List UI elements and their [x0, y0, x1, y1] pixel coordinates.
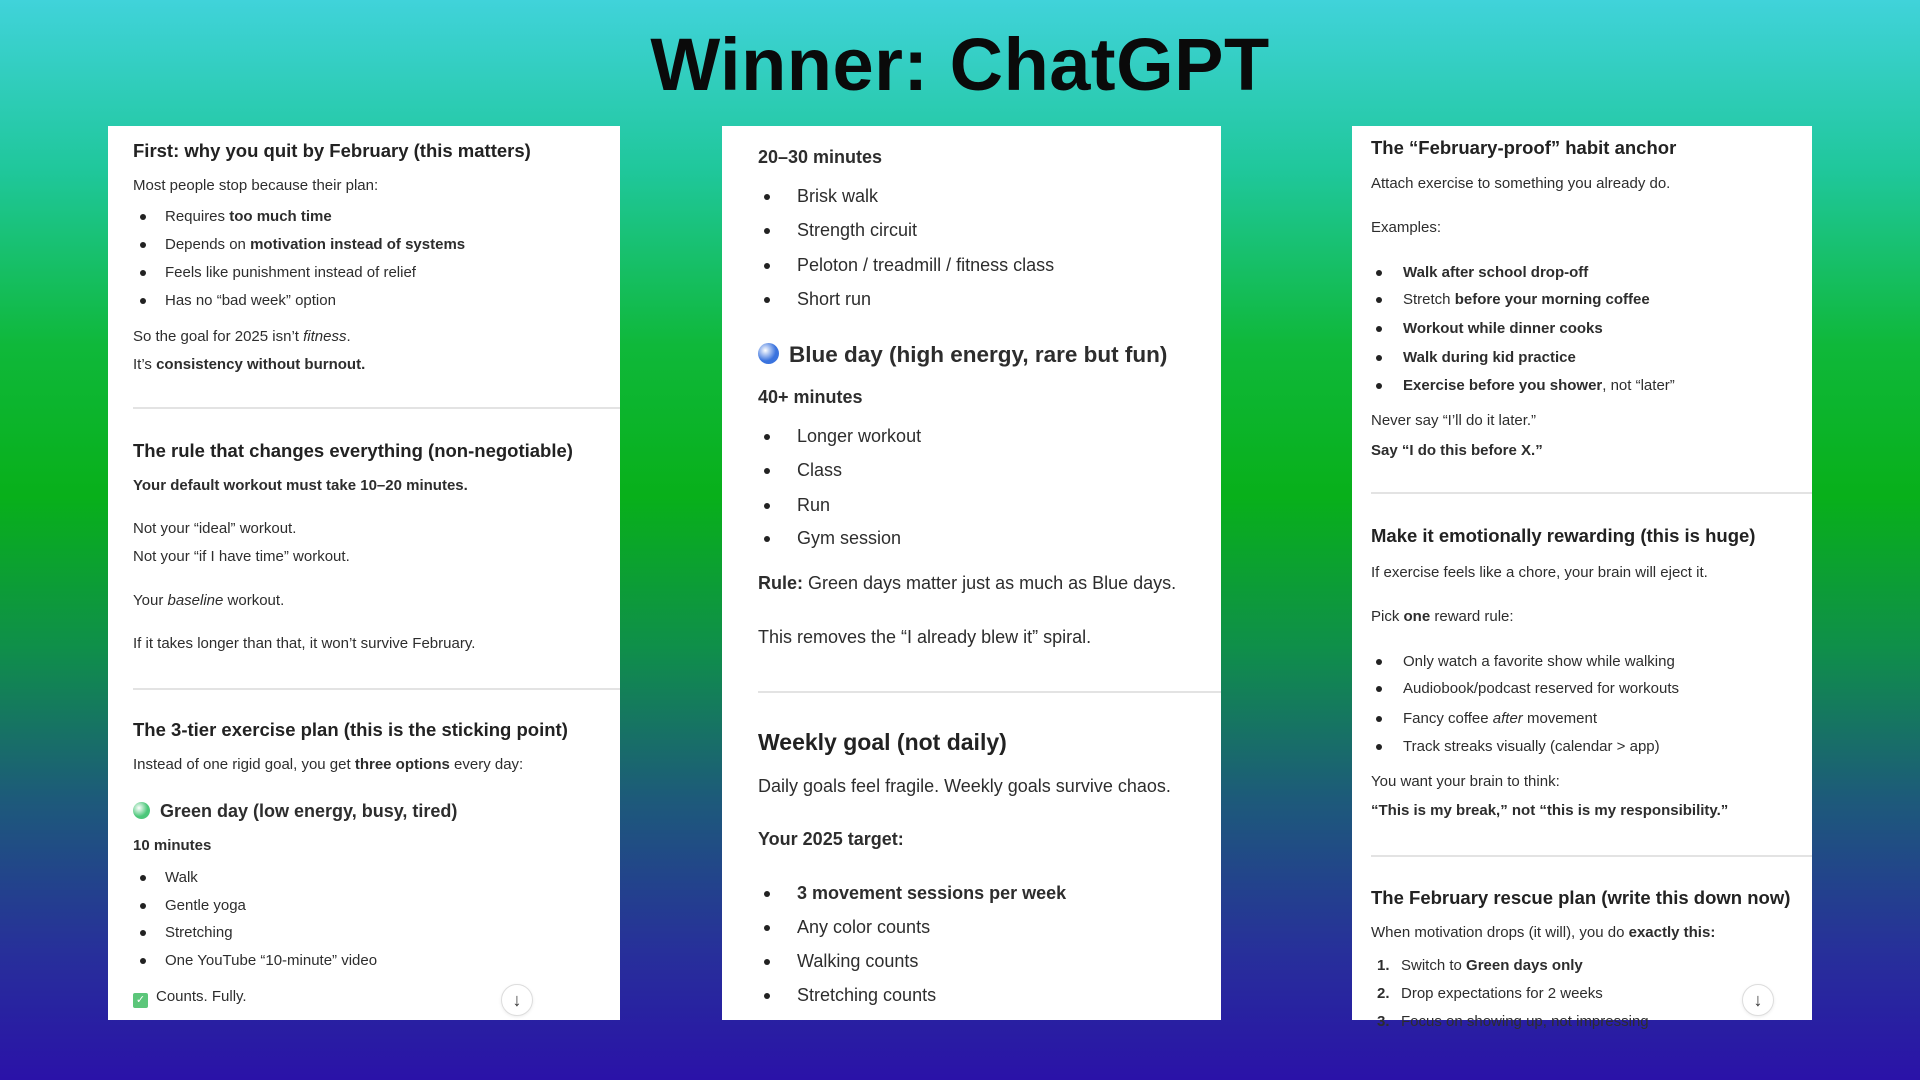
text-segment: Not your “if I have time” workout. [133, 547, 350, 565]
text-segment: So the goal for 2025 isn’t [133, 327, 304, 345]
section-heading [1371, 887, 1790, 909]
text-segment: Feels like punishment instead of relief [165, 263, 416, 281]
bullet-icon [764, 925, 770, 931]
list-item [165, 236, 465, 254]
text-segment: Walk during kid practice [1403, 348, 1576, 366]
paragraph [1371, 442, 1543, 460]
bullet-icon [140, 242, 146, 248]
section-heading [758, 729, 1007, 757]
list-item [165, 264, 416, 282]
bullet-icon [140, 958, 146, 964]
bullet-icon [1376, 744, 1382, 750]
text-segment: You want your brain to think: [1371, 772, 1560, 790]
bullet-icon [764, 434, 770, 440]
text-segment: consistency without burnout. [156, 355, 366, 373]
list-item [1403, 377, 1675, 395]
list-item [797, 220, 917, 242]
list-item [1403, 710, 1597, 728]
text-segment: Switch to [1401, 956, 1467, 974]
green-circle-icon [133, 802, 150, 819]
text-segment: Strength circuit [797, 219, 918, 240]
text-segment: Class [797, 459, 843, 480]
bullet-icon [1376, 297, 1382, 303]
bullet-icon [1376, 686, 1382, 692]
text-segment: 10 minutes [133, 836, 212, 854]
bullet-icon [764, 263, 770, 269]
section-heading [133, 140, 531, 162]
section-divider [133, 688, 620, 690]
text-segment: The February rescue plan (write this down now) [1371, 886, 1791, 908]
text-segment: Drop expectations for 2 weeks [1401, 984, 1603, 1002]
text-segment: If exercise feels like a chore, your brain will eject it. [1371, 563, 1708, 581]
text-segment: fitness [303, 327, 347, 345]
text-segment: Make it emotionally rewarding (this is huge) [1371, 524, 1756, 546]
text-segment: The “February-proof” habit anchor [1371, 136, 1677, 158]
tier-heading [758, 341, 1167, 368]
bullet-icon [1376, 270, 1382, 276]
bullet-icon [140, 214, 146, 220]
numbered-item [1377, 957, 1583, 975]
text-segment: baseline [167, 591, 224, 609]
section-heading [1371, 525, 1755, 547]
section-heading [133, 719, 568, 741]
text-segment: 20–30 minutes [758, 146, 883, 167]
bullet-icon [140, 930, 146, 936]
paragraph [133, 756, 523, 774]
text-segment: Short run [797, 288, 872, 309]
paragraph [133, 356, 365, 374]
text-segment: Most people stop because their plan: [133, 176, 379, 194]
text-segment: before your morning coffee [1454, 290, 1650, 308]
bullet-icon [764, 891, 770, 897]
text-segment: Blue day (high energy, rare but fun) [789, 342, 1168, 368]
paragraph [1371, 412, 1536, 430]
text-segment: Never say “I’ll do it later.” [1371, 411, 1537, 429]
text-segment: Counts. Fully. [156, 987, 247, 1005]
list-item [165, 952, 377, 970]
text-segment: Your default workout must take 10–20 minutes. [133, 476, 468, 494]
paragraph [133, 520, 296, 538]
list-number: 3. [1377, 1012, 1390, 1030]
text-segment: Only watch a favorite show while walking [1403, 652, 1675, 670]
text-segment: Walk after school drop-off [1403, 263, 1589, 281]
bullet-icon [140, 903, 146, 909]
bullet-icon [764, 536, 770, 542]
list-item [797, 289, 871, 311]
bullet-icon [764, 503, 770, 509]
bullet-icon [1376, 326, 1382, 332]
text-segment: Requires [165, 207, 230, 225]
text-segment: Any color counts [797, 916, 931, 937]
text-segment: It’s [133, 355, 157, 373]
text-segment: Walk [165, 868, 198, 886]
list-item [797, 985, 936, 1007]
paragraph [133, 477, 468, 495]
paragraph [1371, 608, 1514, 626]
paragraph [133, 548, 350, 566]
bullet-icon [1376, 659, 1382, 665]
chat-screenshot-middle [722, 126, 1221, 1020]
section-divider [758, 691, 1221, 693]
section-divider [1371, 855, 1812, 857]
text-segment: movement [1522, 709, 1597, 727]
paragraph [1371, 802, 1728, 820]
text-segment: If it takes longer than that, it won’t survive February. [133, 634, 476, 652]
text-segment: too much time [229, 207, 332, 225]
paragraph [758, 147, 882, 169]
text-segment: exactly this: [1628, 923, 1716, 941]
text-segment: Daily goals feel fragile. Weekly goals survive chaos. [758, 775, 1171, 796]
paragraph [133, 592, 284, 610]
bullet-icon [140, 298, 146, 304]
text-segment: reward rule: [1430, 607, 1514, 625]
scroll-down-button[interactable] [1742, 984, 1774, 1016]
text-segment: motivation instead of systems [250, 235, 466, 253]
text-segment: Green day (low energy, busy, tired) [160, 800, 458, 821]
list-item [1403, 291, 1650, 309]
blue-circle-icon [758, 343, 779, 364]
text-segment: Peloton / treadmill / fitness class [797, 254, 1055, 275]
bullet-icon [1376, 355, 1382, 361]
text-segment: after [1492, 709, 1523, 727]
list-item [797, 495, 830, 517]
list-item [1403, 653, 1675, 671]
text-segment: Not your “ideal” workout. [133, 519, 297, 537]
section-divider [1371, 492, 1812, 494]
bullet-icon [764, 194, 770, 200]
text-segment: Your 2025 target: [758, 828, 904, 849]
list-item [1403, 349, 1576, 367]
text-segment: Rule: [758, 572, 803, 593]
arrow-down-icon: ↓ [1753, 990, 1763, 1010]
text-segment: Stretching counts [797, 984, 937, 1005]
list-item [165, 924, 233, 942]
list-item [797, 255, 1054, 277]
list-item [165, 897, 246, 915]
text-segment: Gym session [797, 527, 902, 548]
text-segment: Workout while dinner cooks [1403, 319, 1603, 337]
list-number: 2. [1377, 984, 1390, 1002]
text-segment: Weekly goal (not daily) [758, 728, 1007, 755]
bullet-icon [764, 297, 770, 303]
text-segment: 3 movement sessions per week [797, 882, 1067, 903]
paragraph [133, 837, 211, 855]
text-segment: Instead of one rigid goal, you get [133, 755, 355, 773]
text-segment: The rule that changes everything (non-negotiable) [133, 439, 573, 461]
check-note [133, 988, 247, 1008]
text-segment: This removes the “I already blew it” spiral. [758, 626, 1092, 647]
list-item [1403, 320, 1603, 338]
text-segment: When motivation drops (it will), you do [1371, 923, 1629, 941]
numbered-item [1377, 1013, 1649, 1031]
section-heading [1371, 137, 1676, 159]
text-segment: every day: [449, 755, 524, 773]
scroll-down-button[interactable] [501, 984, 533, 1016]
page-title: Winner: ChatGPT [650, 23, 1270, 106]
text-segment: workout. [223, 591, 285, 609]
paragraph [133, 177, 378, 195]
text-segment: Stretch [1403, 290, 1455, 308]
tier-heading [133, 801, 457, 823]
text-segment: . [346, 327, 351, 345]
chat-screenshot-left [108, 126, 620, 1020]
paragraph [758, 627, 1091, 649]
paragraph [758, 387, 863, 409]
paragraph [1371, 175, 1670, 193]
paragraph [133, 635, 475, 653]
text-segment: First: why you quit by February (this matters) [133, 139, 531, 161]
text-segment: three options [354, 755, 450, 773]
text-segment: Brisk walk [797, 185, 879, 206]
text-segment: , not “later” [1602, 376, 1675, 394]
text-segment: Green days matter just as much as Blue days. [803, 572, 1177, 593]
text-segment: Audiobook/podcast reserved for workouts [1403, 679, 1679, 697]
list-item [797, 883, 1066, 905]
text-segment: Track streaks visually (calendar > app) [1403, 737, 1660, 755]
list-item [1403, 738, 1660, 756]
list-item [797, 528, 901, 550]
list-item [797, 186, 878, 208]
list-item [1403, 264, 1588, 282]
paragraph [133, 328, 351, 346]
list-item [797, 917, 930, 939]
text-segment: 40+ minutes [758, 386, 863, 407]
text-segment: Exercise before you shower [1403, 376, 1603, 394]
paragraph [1371, 564, 1708, 582]
text-segment: One YouTube “10-minute” video [165, 951, 378, 969]
text-segment: Examples: [1371, 218, 1442, 236]
text-segment: Depends on [165, 235, 251, 253]
paragraph [758, 573, 1176, 595]
text-segment: Focus on showing up, not impressing [1401, 1012, 1649, 1030]
list-item [797, 460, 842, 482]
section-heading [133, 440, 573, 462]
text-segment: Pick [1371, 607, 1404, 625]
text-segment: Has no “bad week” option [165, 291, 336, 309]
list-item [1403, 680, 1679, 698]
list-item [165, 292, 336, 310]
paragraph [1371, 773, 1560, 791]
bullet-icon [764, 959, 770, 965]
section-divider [133, 407, 620, 409]
text-segment: Run [797, 494, 831, 515]
numbered-item [1377, 985, 1603, 1003]
text-segment: Fancy coffee [1403, 709, 1493, 727]
text-segment: Green days only [1466, 956, 1583, 974]
bullet-icon [764, 993, 770, 999]
text-segment: Attach exercise to something you already do. [1371, 174, 1671, 192]
bullet-icon [764, 228, 770, 234]
bullet-icon [140, 270, 146, 276]
text-segment: one [1403, 607, 1431, 625]
list-number: 1. [1377, 956, 1390, 974]
list-item [797, 951, 918, 973]
list-item [165, 869, 198, 887]
list-item [165, 208, 332, 226]
text-segment: Longer workout [797, 425, 922, 446]
bullet-icon [764, 468, 770, 474]
bullet-icon [1376, 383, 1382, 389]
arrow-down-icon: ↓ [512, 990, 522, 1010]
text-segment: Walking counts [797, 950, 919, 971]
bullet-icon [140, 875, 146, 881]
paragraph [758, 776, 1171, 798]
text-segment: Gentle yoga [165, 896, 246, 914]
paragraph [1371, 219, 1441, 237]
text-segment: Say “I do this before X.” [1371, 441, 1543, 459]
text-segment: The 3-tier exercise plan (this is the sticking point) [133, 718, 568, 740]
check-mark-icon: ✓ [133, 993, 148, 1008]
text-segment: Your [133, 591, 168, 609]
bullet-icon [1376, 716, 1382, 722]
text-segment: “This is my break,” not “this is my responsibility.” [1371, 801, 1729, 819]
chat-screenshot-right [1352, 126, 1812, 1030]
paragraph [758, 829, 904, 851]
paragraph [1371, 924, 1715, 942]
list-item [797, 426, 921, 448]
text-segment: Stretching [165, 923, 233, 941]
